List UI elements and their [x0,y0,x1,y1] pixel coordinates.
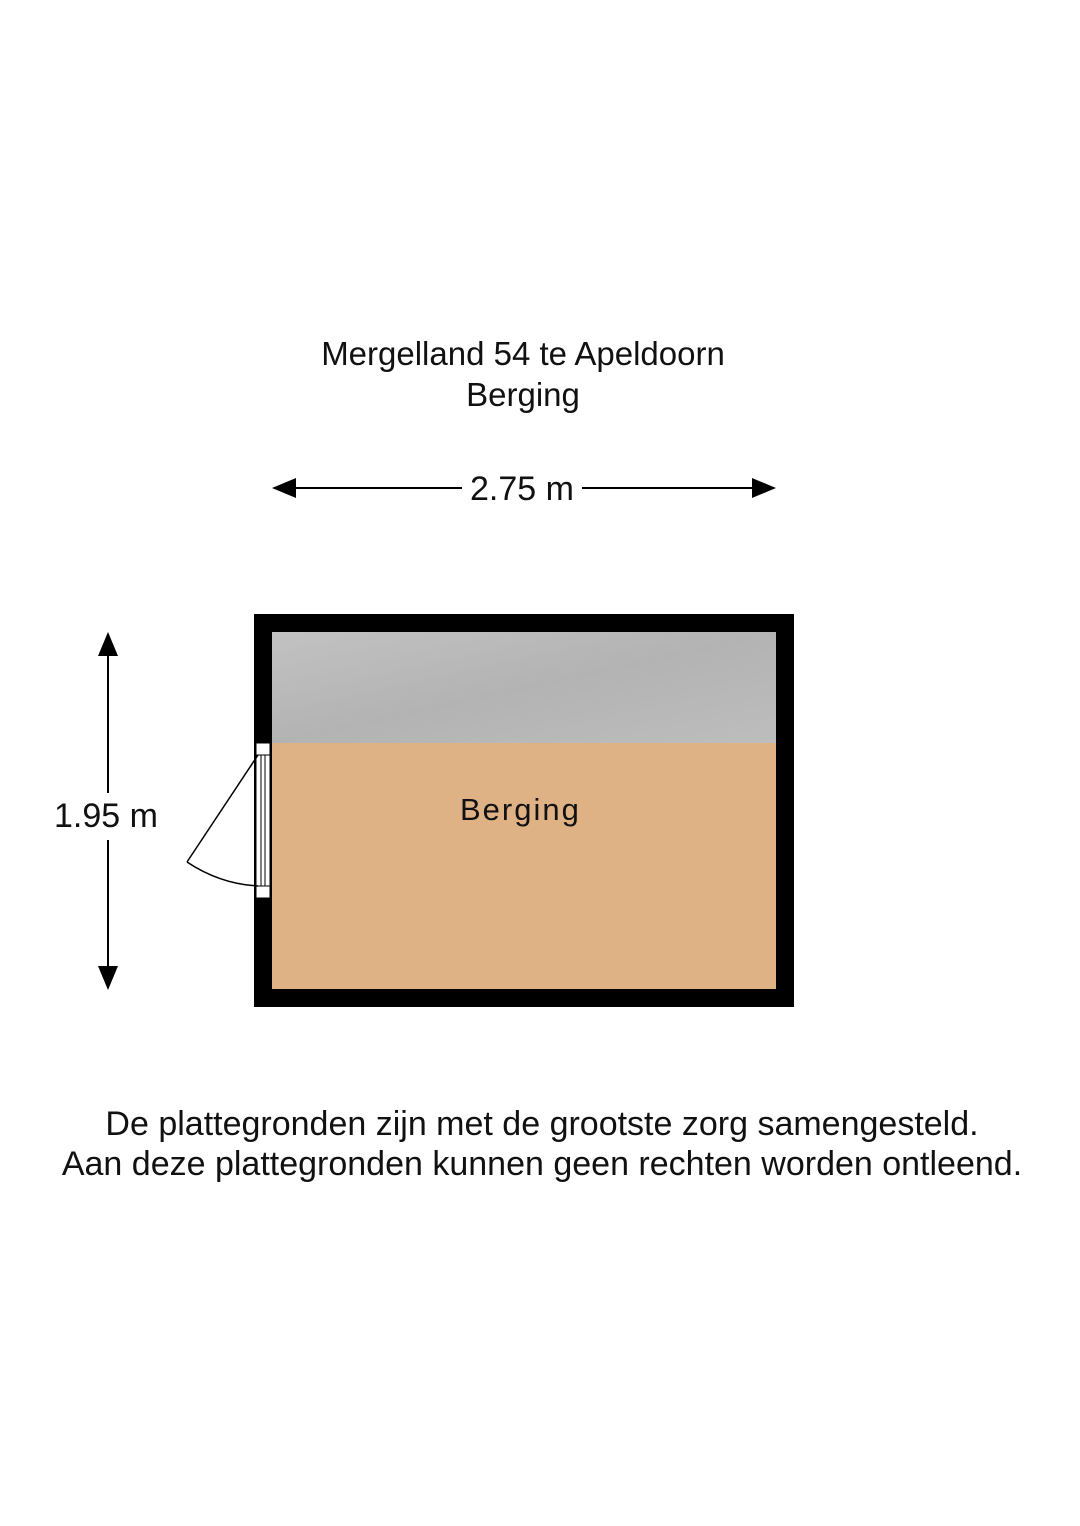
storage-shelf-area [272,632,776,743]
door [187,743,270,898]
width-label: 2.75 m [462,470,582,509]
plan-title: Mergelland 54 te Apeldoorn [321,335,725,372]
height-label: 1.95 m [54,793,158,840]
room-floor [272,743,776,989]
room-label-berging: Berging [460,792,581,827]
plan-subtitle: Berging [466,376,580,413]
disclaimer-line-2: Aan deze plattegronden kunnen geen rechten worden ontleend. [61,1145,1023,1183]
disclaimer-line-1: De plattegronden zijn met de grootste zorg samengesteld. [105,1105,979,1143]
